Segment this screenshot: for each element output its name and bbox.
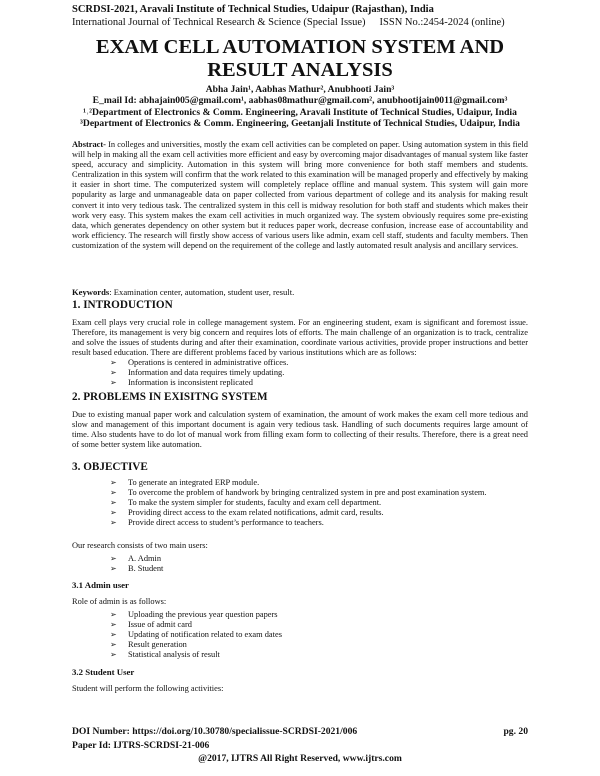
abstract bbox=[72, 140, 528, 251]
list-item: ➢ Result generation bbox=[110, 640, 187, 650]
keywords bbox=[72, 287, 294, 297]
arrow-bullet-icon: ➢ bbox=[110, 610, 117, 619]
arrow-bullet-icon: ➢ bbox=[110, 478, 117, 487]
arrow-bullet-icon: ➢ bbox=[110, 368, 117, 378]
author-emails: E_mail Id: abhajain005@gmail.com¹, aabhas08mathur@gmail.com², anubhootijain0011@gmail.com³ bbox=[92, 95, 508, 107]
keywords-text: : Examination center, automation, student user, result. bbox=[109, 287, 295, 297]
affiliation-1: ¹˒²Department of Electronics & Comm. Engineering, Aravali Institute of Technical Studies, Udaipur, India bbox=[83, 106, 517, 118]
arrow-bullet-icon: ➢ bbox=[110, 498, 117, 508]
journal-header bbox=[72, 17, 505, 28]
arrow-bullet-icon: ➢ bbox=[110, 518, 117, 528]
list-item: ➢ To overcome the problem of handwork by bringing centralized system in pre and post examination system. bbox=[110, 488, 487, 498]
section-heading-introduction: 1. INTRODUCTION bbox=[72, 299, 173, 311]
subsection-heading-admin: 3.1 Admin user bbox=[72, 580, 129, 590]
list-item: ➢ A. Admin bbox=[110, 554, 162, 563]
list-item: ➢ To make the system simpler for students, faculty and exam cell department. bbox=[110, 498, 382, 508]
list-item: ➢ Information is inconsistent replicated bbox=[110, 378, 253, 388]
users-bullet-list bbox=[110, 554, 163, 574]
affiliation-2: ³Department of Electronics & Comm. Engineering, Geetanjali Institute of Technical Studies, Udaipur, India bbox=[80, 117, 520, 129]
section-heading-objective: 3. OBJECTIVE bbox=[72, 461, 148, 473]
journal-name: International Journal of Technical Research & Science (Special Issue) bbox=[72, 17, 366, 28]
student-intro-line: Student will perform the following activities: bbox=[72, 684, 224, 693]
abstract-text: In colleges and universities, mostly the exam cell activities can be completed on paper. Using automation system in this field will help in making all the exam cell activities more efficient and easy by overcoming major disadvantages of manual system like faster speed, accuracy and simplicity. Automation in this system will bring more convenience for both staff members and students. Centralization in this system will confirm that the work related to this examination will be managed properly and effectively by making it easier in short time. The computerized system will completely replace offline and manual system. This system will gain more popularity as large and unmanageable data on paper collected from various department of college and its analysis for making result convert it into very tedious task. The centralized system in this cell is midway resolution for both staff and students which makes their work very easy. This system makes the exam cell activities in much organized way. The system obviously requires some pre-existing data, which generates dependency on other system but it reduces paper work, decrease confusion, increase ease of accountability and work efficiency. The research will firstly show access of various users like admin, exam cell staff, students and faculty members. Then customization of the system will depend on the requirement of the college and lastly automated result analysis and ancillary services. bbox=[72, 140, 528, 250]
arrow-bullet-icon: ➢ bbox=[110, 564, 117, 574]
problems-paragraph: Due to existing manual paper work and calculation system of examination, the amount of work makes the exam cell more tedious and slow and management of this important document is again very tedious task. Handling of such documents requires large amount of time. Also students have to do lot of manual work from filling exam form to collecting of their results. Therefore, there is a great need of some better system like automation. bbox=[72, 410, 528, 450]
introduction-paragraph: Exam cell plays very crucial role in college management system. For an engineering student, exam is significant and foremost issue. Therefore, its management is very big concern and requires lots of efforts. The main challenge of an organization is to track, centralize and solve the issues of students during and after their examination, coordinate various activities, provide proper instructions and better result based education. There are different problems faced by various institutions which are as follows: bbox=[72, 318, 528, 358]
arrow-bullet-icon: ➢ bbox=[110, 620, 117, 630]
issn: ISSN No.:2454-2024 (online) bbox=[379, 17, 505, 28]
paper-title-line1: EXAM CELL AUTOMATION SYSTEM AND bbox=[95, 36, 505, 58]
arrow-bullet-icon: ➢ bbox=[110, 640, 117, 650]
keywords-label: Keywords bbox=[72, 287, 110, 297]
list-item: ➢ Uploading the previous year question papers bbox=[110, 610, 278, 619]
introduction-bullet-list bbox=[110, 358, 288, 388]
objective-bullet-list bbox=[110, 478, 528, 528]
section-heading-problems: 2. PROBLEMS IN EXISITNG SYSTEM bbox=[72, 391, 268, 403]
list-item: ➢ B. Student bbox=[110, 564, 164, 574]
author-block bbox=[60, 84, 540, 129]
paper-title bbox=[40, 36, 560, 82]
list-item: ➢ Updating of notification related to exam dates bbox=[110, 630, 282, 640]
list-item: ➢ Statistical analysis of result bbox=[110, 650, 220, 660]
paper-title-line2: RESULT ANALYSIS bbox=[207, 59, 393, 81]
arrow-bullet-icon: ➢ bbox=[110, 630, 117, 640]
arrow-bullet-icon: ➢ bbox=[110, 378, 117, 388]
subsection-heading-student: 3.2 Student User bbox=[72, 667, 135, 677]
author-names: Abha Jain¹, Aabhas Mathur², Anubhooti Jain³ bbox=[205, 84, 395, 95]
list-item: ➢ Providing direct access to the exam related notifications, admit card, results. bbox=[110, 508, 384, 518]
list-item: ➢ Information and data requires timely updating. bbox=[110, 368, 285, 378]
paper-id: Paper Id: IJTRS-SCRDSI-21-006 bbox=[72, 740, 210, 751]
arrow-bullet-icon: ➢ bbox=[110, 358, 117, 367]
arrow-bullet-icon: ➢ bbox=[110, 554, 117, 563]
list-item: ➢ Provide direct access to student’s performance to teachers. bbox=[110, 518, 324, 528]
arrow-bullet-icon: ➢ bbox=[110, 508, 117, 518]
list-item: ➢ To generate an integrated ERP module. bbox=[110, 478, 260, 487]
arrow-bullet-icon: ➢ bbox=[110, 488, 117, 498]
users-intro-line: Our research consists of two main users: bbox=[72, 541, 208, 550]
admin-bullet-list bbox=[110, 610, 282, 660]
admin-intro-line: Role of admin is as follows: bbox=[72, 597, 167, 606]
doi-link[interactable]: DOI Number: https://doi.org/10.30780/specialissue-SCRDSI-2021/006 bbox=[72, 726, 358, 737]
conference-header: SCRDSI-2021, Aravali Institute of Technical Studies, Udaipur (Rajasthan), India bbox=[72, 4, 434, 15]
arrow-bullet-icon: ➢ bbox=[110, 650, 117, 660]
list-item: ➢ Operations is centered in administrative offices. bbox=[110, 358, 289, 367]
list-item: ➢ Issue of admit card bbox=[110, 620, 192, 630]
page-number: pg. 20 bbox=[503, 726, 528, 737]
copyright-footer: @2017, IJTRS All Right Reserved, www.ijtrs.com bbox=[198, 753, 402, 764]
abstract-label: Abstract- bbox=[72, 140, 106, 149]
